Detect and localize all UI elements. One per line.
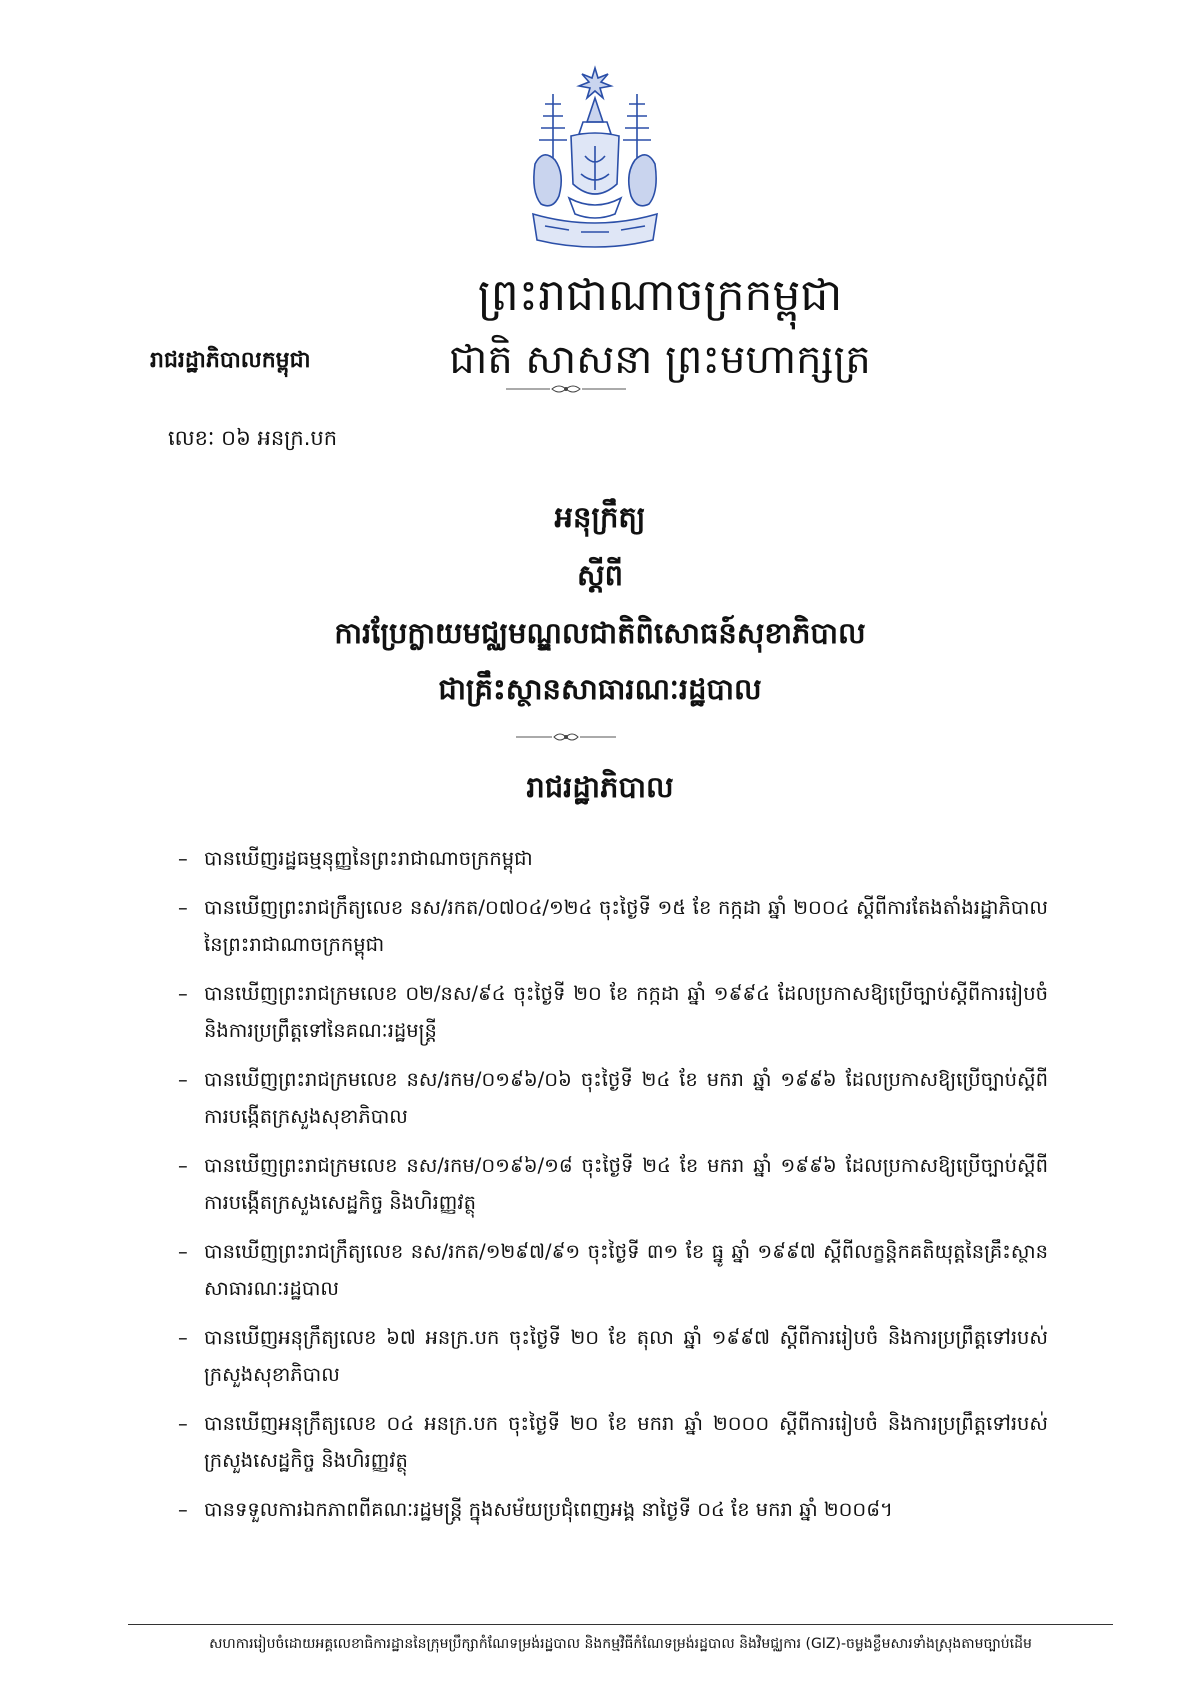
- list-item: – បានឃើញអនុក្រឹត្យលេខ ៦៧ អនក្រ.បក ចុះថ្ងៃទី ២០ ខែ តុលា ឆ្នាំ ១៩៩៧ ស្តីពីការរៀបចំ និងការប្រព្រឹត្តទៅរបស់ក្រសួងសុខាភិបាល: [178, 1326, 1048, 1386]
- title-subject: ការប្រែក្លាយមជ្ឈមណ្ឌលជាតិពិសោធន៍សុខាភិបាល: [334, 616, 866, 650]
- list-item: – បានឃើញរដ្ឋធម្មនុញ្ញនៃព្រះរាជាណាចក្រកម្ពុជា: [178, 847, 533, 870]
- royal-emblem: [525, 64, 665, 252]
- footer-note: សហការរៀបចំដោយអគ្គលេខាធិការដ្ឋាននៃក្រុមប្រឹក្សាកំណែទម្រង់រដ្ឋបាល និងកម្មវិធីកំណែទម្រង់រដ្ឋបាល និងវិមជ្ឈការ (GIZ)-ចម្លងខ្លឹមសារទាំងស្រុងតាមច្បាប់ដើម: [209, 1636, 1032, 1652]
- list-item: – បានឃើញព្រះរាជក្រមលេខ នស/រកម/០១៩៦/០៦ ចុះថ្ងៃទី ២៤ ខែ មករា ឆ្នាំ ១៩៩៦ ដែលប្រកាសឱ្យប្រើច្បាប់ស្តីពីការបង្កើតក្រសួងសុខាភិបាល: [178, 1068, 1048, 1128]
- list-item: – បានឃើញព្រះរាជក្រមលេខ ០២/នស/៩៤ ចុះថ្ងៃទី ២០ ខែ កក្កដា ឆ្នាំ ១៩៩៤ ដែលប្រកាសឱ្យប្រើច្បាប់ស្តីពីការរៀបចំ និងការប្រព្រឹត្តទៅនៃគណៈរដ្ឋមន្ត្រី: [178, 982, 1048, 1042]
- list-item: – បានឃើញព្រះរាជក្រឹត្យលេខ នស/រកត/០៧០៤/១២៤ ចុះថ្ងៃទី ១៥ ខែ កក្កដា ឆ្នាំ ២០០៤ ស្តីពីការតែងតាំងរដ្ឋាភិបាលនៃព្រះរាជាណាចក្រកម្ពុជា: [178, 896, 1048, 956]
- list-item: – បានទទួលការឯកភាពពីគណៈរដ្ឋមន្ត្រី ក្នុងសម័យប្រជុំពេញអង្គ នាថ្ងៃទី ០៤ ខែ មករា ឆ្នាំ ២០០៨។: [178, 1498, 893, 1521]
- national-motto: ជាតិ សាសនា ព្រះមហាក្សត្រ: [449, 337, 871, 383]
- list-item: – បានឃើញព្រះរាជក្រឹត្យលេខ នស/រកត/១២៩៧/៩១ ចុះថ្ងៃទី ៣១ ខែ ធ្នូ ឆ្នាំ ១៩៩៧ ស្តីពីលក្ខន្តិកគតិយុត្តនៃគ្រឹះស្ថានសាធារណៈរដ្ឋបាល: [178, 1240, 1048, 1300]
- ornament-divider: [506, 382, 626, 396]
- preamble-list: [178, 840, 1048, 1540]
- issuer-heading: រាជរដ្ឋាភិបាល: [526, 770, 674, 804]
- title-subdecree: អនុក្រឹត្យ: [554, 500, 646, 534]
- title-subject-2: ជាគ្រឹះស្ថានសាធារណៈរដ្ឋបាល: [438, 672, 762, 706]
- title-on: ស្តីពី: [576, 558, 624, 592]
- list-item: – បានឃើញអនុក្រឹត្យលេខ ០៤ អនក្រ.បក ចុះថ្ងៃទី ២០ ខែ មករា ឆ្នាំ ២០០០ ស្តីពីការរៀបចំ និងការប្រព្រឹត្តទៅរបស់ក្រសួងសេដ្ឋកិច្ច និងហិរញ្ញវត្ថុ: [178, 1412, 1048, 1472]
- government-name: រាជរដ្ឋាភិបាលកម្ពុជា: [150, 348, 311, 373]
- footer-divider: [128, 1624, 1113, 1625]
- kingdom-name: ព្រះរាជាណាចក្រកម្ពុជា: [477, 270, 843, 321]
- list-item: – បានឃើញព្រះរាជក្រមលេខ នស/រកម/០១៩៦/១៨ ចុះថ្ងៃទី ២៤ ខែ មករា ឆ្នាំ ១៩៩៦ ដែលប្រកាសឱ្យប្រើច្បាប់ស្តីពីការបង្កើតក្រសួងសេដ្ឋកិច្ច និងហិរញ្ញវត្ថុ: [178, 1154, 1048, 1214]
- ornament-divider-2: [516, 730, 616, 744]
- document-number: លេខៈ ០៦ អនក្រ.បក: [168, 426, 338, 450]
